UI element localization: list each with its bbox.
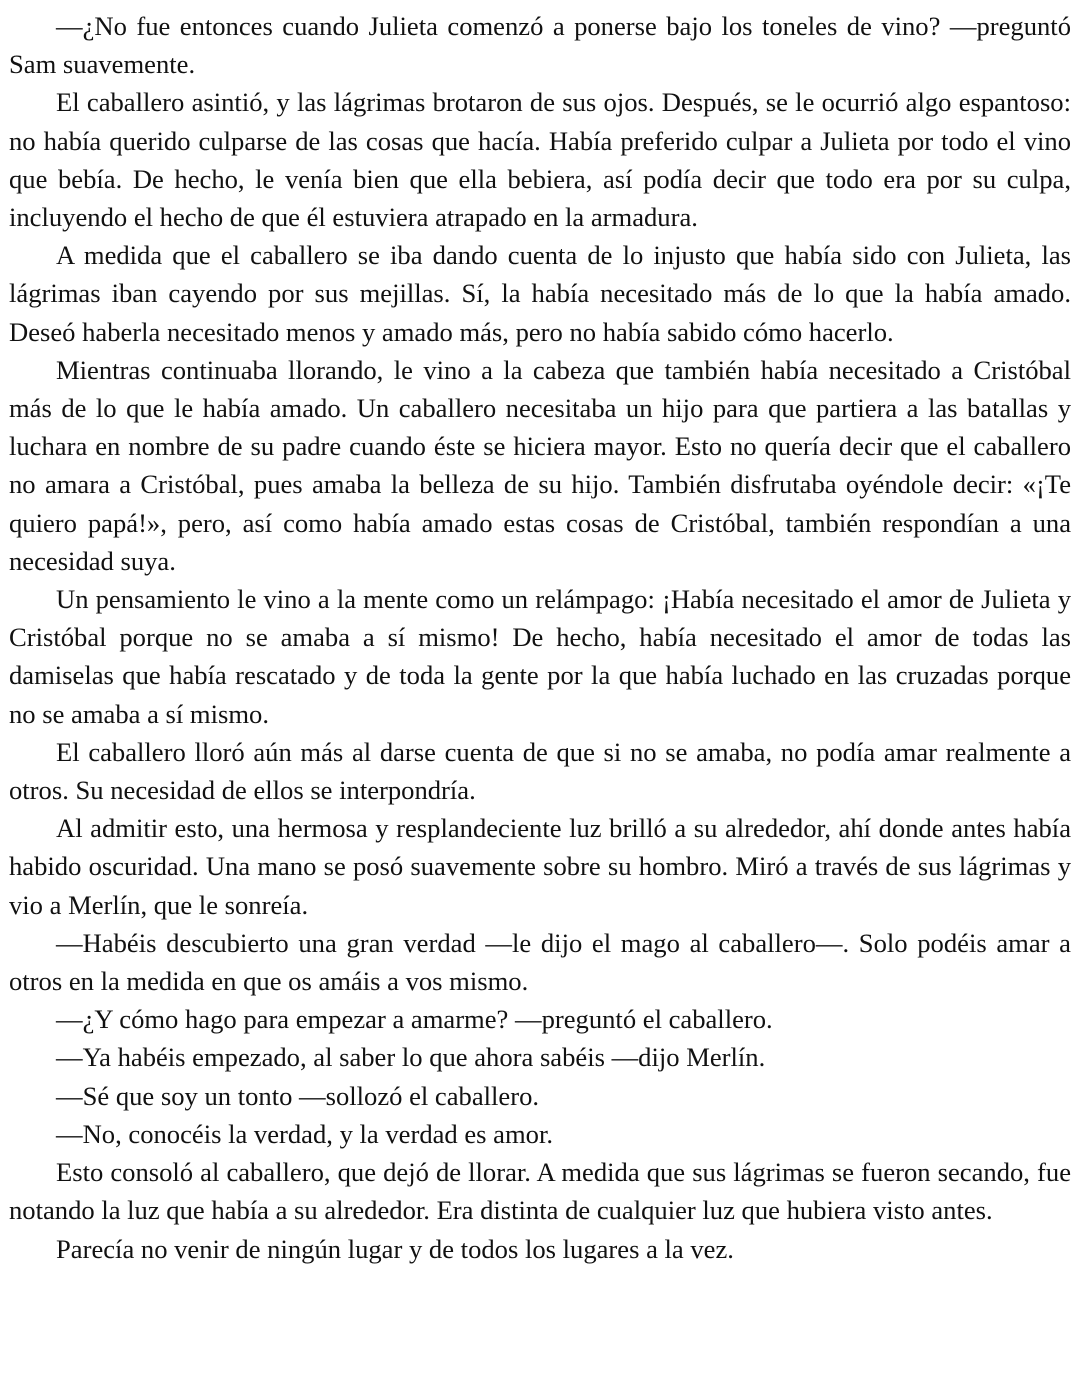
paragraph: —¿No fue entonces cuando Julieta comenzó a ponerse bajo los toneles de vino? —preguntó Sam suavemente. <box>9 11 1071 80</box>
dialogue-line: —¿Y cómo hago para empezar a amarme? —preguntó el caballero. <box>56 1004 773 1035</box>
paragraph: Esto consoló al caballero, que dejó de llorar. A medida que sus lágrimas se fueron secando, fue notando la luz que había a su alrededor. Era distinta de cualquier luz que hubiera visto antes. <box>9 1157 1071 1226</box>
paragraph: A medida que el caballero se iba dando cuenta de lo injusto que había sido con Julieta, las lágrimas iban cayendo por sus mejillas. Sí, la había necesitado más de lo que la había amado. Deseó haberla necesitado menos y amado más, pero no había sabido cómo hacerlo. <box>9 240 1071 347</box>
paragraph: Parecía no venir de ningún lugar y de todos los lugares a la vez. <box>56 1233 734 1264</box>
paragraph: Mientras continuaba llorando, le vino a la cabeza que también había necesitado a Cristóbal más de lo que le había amado. Un caballero necesitaba un hijo para que partiera a las batallas y luchara en nombre de su padre cuando éste se hiciera mayor. Esto no quería decir que el caballero no amara a Cristóbal, pues amaba la belleza de su hijo. También disfrutaba oyéndole decir: «¡Te quiero papá!», pero, así como había amado estas cosas de Cristóbal, también respondían a una necesidad suya. <box>9 354 1071 576</box>
dialogue-line: —Sé que soy un tonto —sollozó el caballero. <box>56 1080 540 1111</box>
paragraph: Al admitir esto, una hermosa y resplandeciente luz brilló a su alrededor, ahí donde antes había habido oscuridad. Una mano se posó suavemente sobre su hombro. Miró a través de sus lágrimas y vio a Merlín, que le sonreía. <box>9 813 1071 920</box>
paragraph: El caballero asintió, y las lágrimas brotaron de sus ojos. Después, se le ocurrió algo espantoso: no había querido culparse de las cosas que hacía. Había preferido culpar a Julieta por todo el vino que bebía. De hecho, le venía bien que ella bebiera, así podía decir que todo era por su culpa, incluyendo el hecho de que él estuviera atrapado en la armadura. <box>9 87 1071 233</box>
paragraph: Un pensamiento le vino a la mente como un relámpago: ¡Había necesitado el amor de Julieta y Cristóbal porque no se amaba a sí mismo! De hecho, había necesitado el amor de todas las damiselas que había rescatado y de toda la gente por la que había luchado en las cruzadas porque no se amaba a sí mismo. <box>9 584 1071 729</box>
dialogue-line: —Habéis descubierto una gran verdad —le dijo el mago al caballero—. Solo podéis amar a otros en la medida en que os amáis a vos mismo. <box>9 927 1071 997</box>
paragraph: El caballero lloró aún más al darse cuenta de que si no se amaba, no podía amar realmente a otros. Su necesidad de ellos se interpondría. <box>9 736 1071 806</box>
dialogue-line: —Ya habéis empezado, al saber lo que ahora sabéis —dijo Merlín. <box>56 1042 766 1073</box>
dialogue-line: —No, conocéis la verdad, y la verdad es amor. <box>56 1118 553 1149</box>
